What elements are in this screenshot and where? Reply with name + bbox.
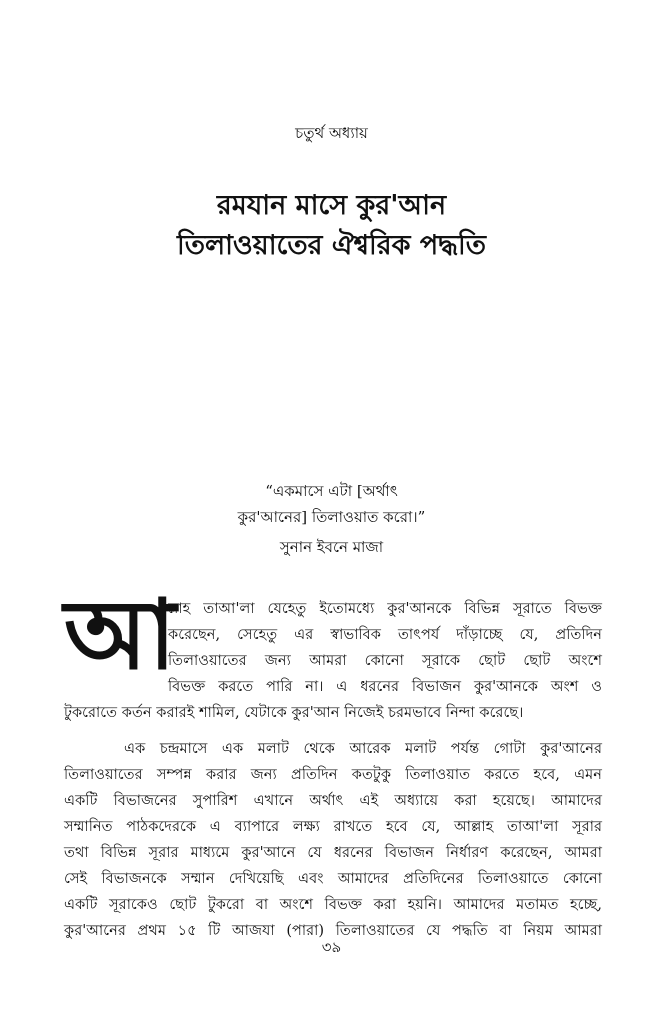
epigraph-line-1: “একমাসে এটা [অর্থাৎ bbox=[265, 482, 398, 500]
paragraph-2-line: তথা বিভিন্ন সূরার মাধ্যমে কুর'আনে যে ধরনের বিভাজন নির্ধারণ করেছেন, আমরা bbox=[64, 844, 602, 861]
paragraph-2 bbox=[64, 736, 602, 944]
paragraph-2-line: একটি বিভাজনের সুপারিশ এখানে অর্থাৎ এই অধ্যায়ে করা হয়েছে। আমাদের bbox=[64, 792, 602, 809]
epigraph-quote bbox=[0, 478, 663, 530]
paragraph-2-line: কুর'আনের প্রথম ১৫ টি আজযা (পারা) তিলাওয়াতের যে পদ্ধতি বা নিয়ম আমরা bbox=[64, 922, 602, 939]
paragraph-2-line: একটি সূরাকেও ছোট টুকরো বা অংশে বিভক্ত করা হয়নি। আমাদের মতামত হচ্ছে, bbox=[64, 896, 602, 913]
paragraph-1 bbox=[64, 596, 602, 726]
chapter-title-line-1: রমযান মাসে কুর'আন bbox=[216, 190, 447, 221]
epigraph-line-2: কুর'আনের] তিলাওয়াত করো।” bbox=[237, 508, 426, 526]
epigraph-source: সুনান ইবনে মাজা bbox=[279, 538, 384, 556]
paragraph-1-line: ল্লাহ তাআ'লা যেহেতু ইতোমধ্যে কুর'আনকে বিভিন্ন সূরাতে বিভক্ত bbox=[168, 600, 602, 617]
paragraph-2-line: সেই বিভাজনকে সম্মান দেখিয়েছি এবং আমাদের প্রতিদিনের তিলাওয়াতে কোনো bbox=[64, 870, 602, 887]
paragraph-2-line: তিলাওয়াতের সম্পন্ন করার জন্য প্রতিদিন কতটুকু তিলাওয়াত করতে হবে, এমন bbox=[64, 766, 602, 783]
page-number: ৩৯ bbox=[321, 938, 342, 956]
paragraph-2-line: এক চন্দ্রমাসে এক মলাট থেকে আরেক মলাট পর্যন্ত গোটা কুর'আনের bbox=[124, 740, 602, 757]
chapter-title bbox=[0, 186, 663, 266]
paragraph-1-line: করেছেন, সেহেতু এর স্বাভাবিক তাৎপর্য দাঁড়াচ্ছে যে, প্রতিদিন bbox=[168, 626, 602, 643]
chapter-label: চতুর্থ অধ্যায় bbox=[295, 124, 368, 142]
drop-cap-letter: আ bbox=[64, 578, 170, 691]
paragraph-2-line: সম্মানিত পাঠকদেরকে এ ব্যাপারে লক্ষ্য রাখতে হবে যে, আল্লাহ তাআ'লা সূরার bbox=[64, 818, 602, 835]
chapter-title-line-2: তিলাওয়াতের ঐশ্বরিক পদ্ধতি bbox=[177, 230, 486, 261]
paragraph-1-line: তিলাওয়াতের জন্য আমরা কোনো সূরাকে ছোট ছোট অংশে bbox=[168, 652, 602, 669]
paragraph-1-line: টুকরোতে কর্তন করারই শামিল, যেটাকে কুর'আন নিজেই চরমভাবে নিন্দা করেছে। bbox=[64, 704, 524, 721]
paragraph-1-line: বিভক্ত করতে পারি না। এ ধরনের বিভাজন কুর'আনকে অংশ ও bbox=[168, 678, 602, 695]
